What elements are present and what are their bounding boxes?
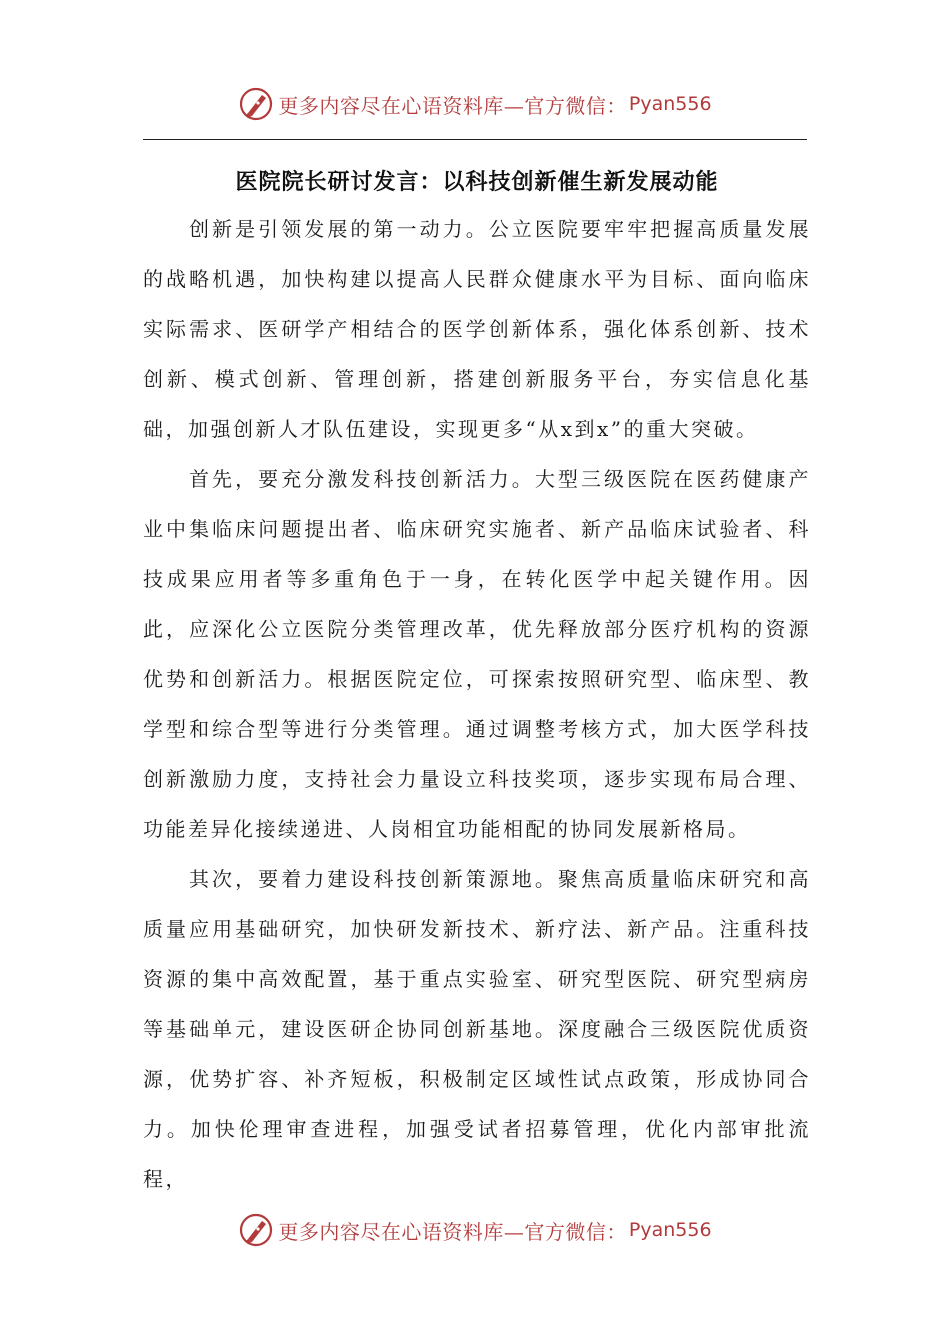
footer-banner — [0, 1208, 950, 1252]
pen-nib-logo-icon — [238, 86, 274, 122]
header-banner — [0, 82, 950, 126]
paragraph-second-point: 其次，要着力建设科技创新策源地。聚焦高质量临床研究和高质量应用基础研究，加快研发新技术、新疗法、新产品。注重科技资源的集中高效配置，基于重点实验室、研究型医院、研究型病房等基础单元，建设医研企协同创新基地。深度融合三级医院优质资源，优势扩容、补齐短板，积极制定区域性试点政策，形成协同合力。加快伦理审查进程，加强受试者招募管理，优化内部审批流程， — [143, 867, 811, 1191]
banner-wechat-id: Pyan556 — [628, 93, 712, 115]
paragraph-first-point: 首先，要充分激发科技创新活力。大型三级医院在医药健康产业中集临床问题提出者、临床研究实施者、新产品临床试验者、科技成果应用者等多重角色于一身，在转化医学中起关键作用。因此，应深化公立医院分类管理改革，优先释放部分医疗机构的资源优势和创新活力。根据医院定位，可探索按照研究型、临床型、教学型和综合型等进行分类管理。通过调整考核方式，加大医学科技创新激励力度，支持社会力量设立科技奖项，逐步实现布局合理、功能差异化接续递进、人岗相宜功能相配的协同发展新格局。 — [143, 467, 811, 841]
header-divider — [143, 139, 807, 140]
document-body — [143, 160, 811, 1204]
paragraph-intro: 创新是引领发展的第一动力。公立医院要牢牢把握高质量发展的战略机遇，加快构建以提高人民群众健康水平为目标、面向临床实际需求、医研学产相结合的医学创新体系，强化体系创新、技术创新、模式创新、管理创新，搭建创新服务平台，夯实信息化基础，加强创新人才队伍建设，实现更多“从x到x”的重大突破。 — [143, 217, 811, 441]
banner-wechat-id: Pyan556 — [628, 1219, 712, 1241]
document-title: 医院院长研讨发言：以科技创新催生新发展动能 — [235, 169, 719, 195]
pen-nib-logo-icon — [238, 1212, 274, 1248]
banner-text: 更多内容尽在心语资料库—官方微信： — [278, 93, 627, 118]
banner-text: 更多内容尽在心语资料库—官方微信： — [278, 1219, 627, 1244]
